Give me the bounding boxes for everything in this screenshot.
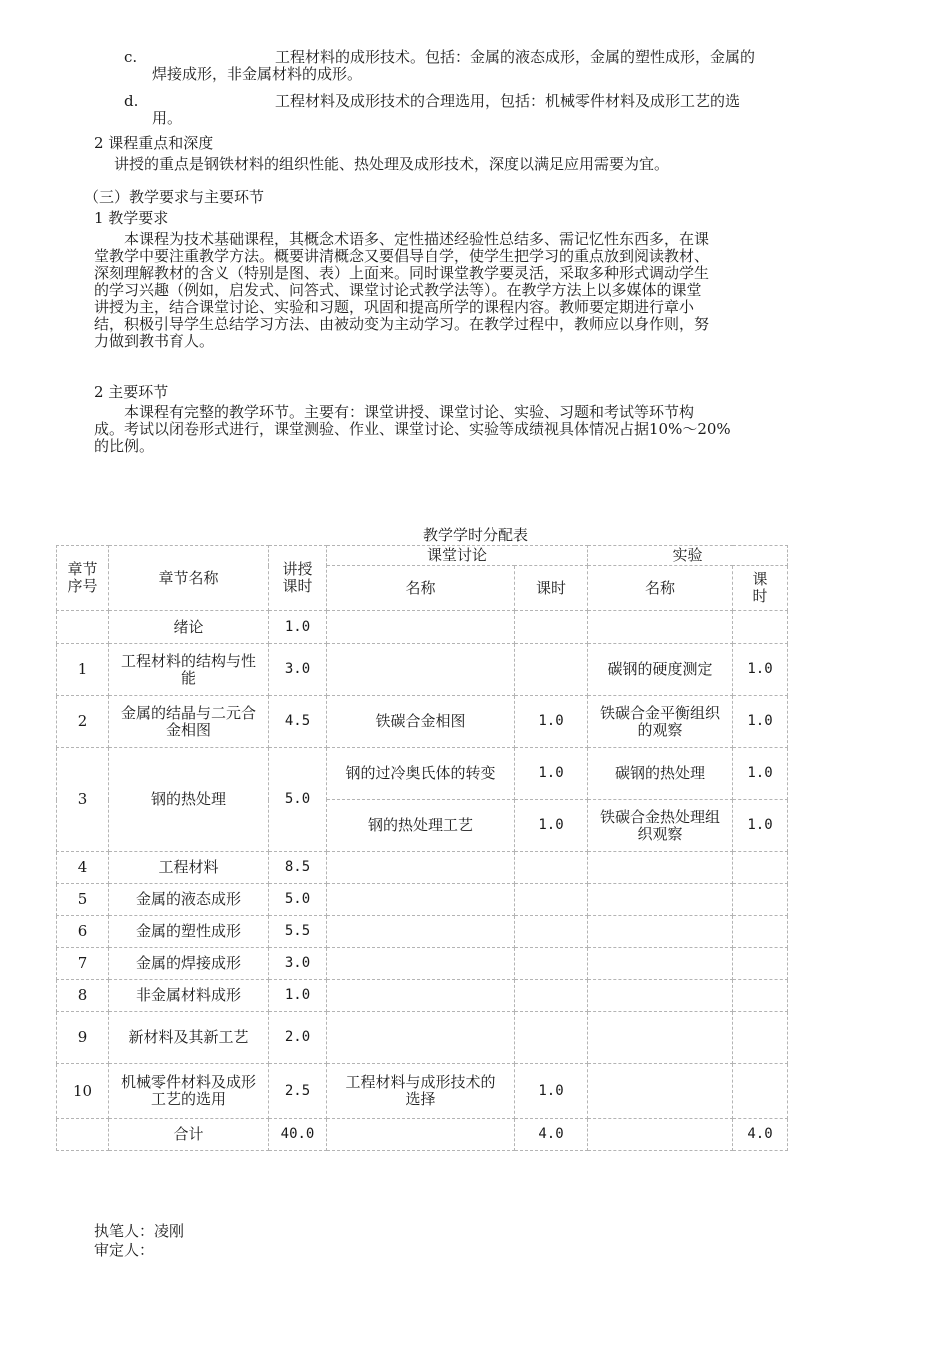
cell-chapter-name: 新材料及其新工艺: [109, 1012, 269, 1064]
table-title: 教学学时分配表: [422, 526, 528, 544]
item-c-label: c.: [124, 48, 138, 66]
cell-chapter-name: 金属的焊接成形: [109, 948, 269, 980]
item-c-text-line2: 焊接成形，非金属材料的成形。: [152, 65, 363, 83]
cell-experiment-name: [588, 948, 733, 980]
cell-chapter-no: [57, 1119, 109, 1151]
cell-experiment-name: [588, 884, 733, 916]
focus-heading: 2 课程重点和深度: [94, 134, 214, 152]
cell-experiment-hours: 1.0: [733, 800, 788, 852]
cell-chapter-no: [57, 611, 109, 644]
cell-experiment-hours: [733, 980, 788, 1012]
cell-discussion-hours: 1.0: [515, 696, 588, 748]
cell-lecture-hours: 4.5: [269, 696, 327, 748]
table-row: [57, 948, 788, 980]
cell-discussion-hours: 1.0: [515, 800, 588, 852]
cell-discussion-name: 钢的过冷奥氏体的转变: [327, 748, 515, 800]
header-experiment-name: 名称: [588, 566, 733, 611]
cell-discussion-hours: [515, 852, 588, 884]
table-row: [57, 696, 788, 748]
cell-total-label: 合计: [109, 1119, 269, 1151]
cell-experiment-hours: [733, 852, 788, 884]
cell-chapter-name: 工程材料: [109, 852, 269, 884]
cell-chapter-name: 钢的热处理: [109, 748, 269, 852]
cell-experiment-hours: [733, 1064, 788, 1119]
cell-lecture-hours: 8.5: [269, 852, 327, 884]
cell-lecture-hours: 3.0: [269, 644, 327, 696]
cell-lecture-hours: 1.0: [269, 611, 327, 644]
table-row: [57, 916, 788, 948]
cell-lecture-hours: 5.0: [269, 748, 327, 852]
cell-discussion-name: [327, 644, 515, 696]
req-line: 堂教学中要注重教学方法。概要讲清概念又要倡导自学，使学生把学习的重点放到阅读教材、: [94, 247, 710, 265]
req-line: 的学习兴趣（例如，启发式、问答式、课堂讨论式教学法等）。在教学方法上以多媒体的课堂: [94, 281, 702, 299]
cell-lecture-hours: 5.0: [269, 884, 327, 916]
cell-chapter-name: 机械零件材料及成形工艺的选用: [109, 1064, 269, 1119]
cell-chapter-no: 6: [57, 916, 109, 948]
cell-experiment-name: [588, 916, 733, 948]
table-row: [57, 1064, 788, 1119]
cell-discussion-name: [327, 916, 515, 948]
cell-discussion-name: [327, 948, 515, 980]
cell-lecture-hours: 2.5: [269, 1064, 327, 1119]
cell-chapter-no: 8: [57, 980, 109, 1012]
signature-block: [94, 1222, 184, 1260]
cell-discussion-hours: 1.0: [515, 1064, 588, 1119]
cell-experiment-hours: 1.0: [733, 696, 788, 748]
cell-discussion-name: [327, 611, 515, 644]
cell-discussion-hours: [515, 916, 588, 948]
cell-chapter-name: 工程材料的结构与性能: [109, 644, 269, 696]
cell-experiment-hours: [733, 884, 788, 916]
cell-discussion-name: 工程材料与成形技术的选择: [327, 1064, 515, 1119]
cell-chapter-no: 2: [57, 696, 109, 748]
requirements-paragraph: [94, 231, 709, 350]
req-line: 结，积极引导学生总结学习方法、由被动变为主动学习。在教学过程中，教师应以身作则，努: [94, 315, 710, 333]
cell-discussion-name: [327, 884, 515, 916]
req-line: 本课程为技术基础课程，其概念术语多、定性描述经验性总结多、需记忆性东西多，在课: [124, 230, 710, 248]
cell-experiment-name: [588, 611, 733, 644]
req-line: 深刻理解教材的含义（特别是图、表）上面来。同时课堂教学要灵活，采取多种形式调动学生: [94, 264, 710, 282]
cell-discussion-hours: [515, 644, 588, 696]
cell-chapter-no: 1: [57, 644, 109, 696]
cell-experiment-name: [588, 1012, 733, 1064]
cell-chapter-name: 金属的塑性成形: [109, 916, 269, 948]
cell-chapter-name: 非金属材料成形: [109, 980, 269, 1012]
header-experiment-hours: 课时: [733, 566, 788, 611]
cell-discussion-hours: 1.0: [515, 748, 588, 800]
header-chapter-no: 章节序号: [57, 546, 109, 611]
item-d-text-line1: 工程材料及成形技术的合理选用，包括：机械零件材料及成形工艺的选: [275, 92, 741, 110]
main-links-paragraph: [94, 404, 731, 455]
cell-total-experiment-hours: 4.0: [733, 1119, 788, 1151]
cell-experiment-name: 铁碳合金平衡组织的观察: [588, 696, 733, 748]
cell-experiment-name: 碳钢的热处理: [588, 748, 733, 800]
table-row: [57, 884, 788, 916]
cell-discussion-hours: [515, 980, 588, 1012]
header-discussion-name: 名称: [327, 566, 515, 611]
links-line: 的比例。: [94, 437, 155, 455]
cell-total-lecture-hours: 40.0: [269, 1119, 327, 1151]
cell-discussion-name: 钢的热处理工艺: [327, 800, 515, 852]
cell-discussion-name: [327, 1012, 515, 1064]
table-header-row: [57, 546, 788, 566]
cell-discussion-name: [327, 852, 515, 884]
cell-experiment-hours: [733, 611, 788, 644]
header-experiment: 实验: [588, 546, 788, 566]
item-d-label: d.: [124, 92, 139, 110]
cell-experiment-hours: [733, 916, 788, 948]
cell-discussion-name: 铁碳合金相图: [327, 696, 515, 748]
cell-chapter-name: 金属的液态成形: [109, 884, 269, 916]
reviewer-line: 审定人：: [94, 1241, 155, 1259]
req-line: 力做到教书育人。: [94, 332, 215, 350]
main-links-heading: 2 主要环节: [94, 383, 169, 401]
cell-experiment-name: [588, 1064, 733, 1119]
cell-lecture-hours: 3.0: [269, 948, 327, 980]
table-row: [57, 1012, 788, 1064]
table-row: [57, 748, 788, 800]
links-line: 本课程有完整的教学环节。主要有：课堂讲授、课堂讨论、实验、习题和考试等环节构: [124, 403, 695, 421]
cell-experiment-name: 碳钢的硬度测定: [588, 644, 733, 696]
header-discussion: 课堂讨论: [327, 546, 588, 566]
cell-experiment-hours: [733, 948, 788, 980]
part3-heading: （三）教学要求与主要环节: [84, 188, 265, 206]
req-line: 讲授为主，结合课堂讨论、实验和习题，巩固和提高所学的课程内容。教师要定期进行章小: [94, 298, 695, 316]
cell-discussion-hours: [515, 1012, 588, 1064]
cell-discussion-name: [327, 1119, 515, 1151]
cell-chapter-no: 4: [57, 852, 109, 884]
requirements-heading: 1 教学要求: [94, 209, 169, 227]
cell-experiment-name: [588, 1119, 733, 1151]
header-discussion-hours: 课时: [515, 566, 588, 611]
cell-chapter-name: 绪论: [109, 611, 269, 644]
item-d-text-line2: 用。: [152, 109, 183, 127]
cell-experiment-name: 铁碳合金热处理组织观察: [588, 800, 733, 852]
cell-lecture-hours: 2.0: [269, 1012, 327, 1064]
item-c-text-line1: 工程材料的成形技术。包括：金属的液态成形，金属的塑性成形，金属的: [275, 48, 756, 66]
table-row: [57, 611, 788, 644]
cell-lecture-hours: 1.0: [269, 980, 327, 1012]
cell-experiment-hours: [733, 1012, 788, 1064]
cell-experiment-hours: 1.0: [733, 644, 788, 696]
cell-discussion-name: [327, 980, 515, 1012]
cell-experiment-name: [588, 980, 733, 1012]
cell-chapter-name: 金属的结晶与二元合金相图: [109, 696, 269, 748]
cell-discussion-hours: [515, 611, 588, 644]
cell-chapter-no: 7: [57, 948, 109, 980]
table-row: [57, 980, 788, 1012]
table-total-row: [57, 1119, 788, 1151]
cell-chapter-no: 3: [57, 748, 109, 852]
cell-experiment-hours: 1.0: [733, 748, 788, 800]
cell-chapter-no: 10: [57, 1064, 109, 1119]
table-row: [57, 852, 788, 884]
author-line: 执笔人：凌刚: [94, 1222, 185, 1240]
cell-discussion-hours: [515, 948, 588, 980]
cell-chapter-no: 9: [57, 1012, 109, 1064]
cell-total-discussion-hours: 4.0: [515, 1119, 588, 1151]
header-lecture-hours: 讲授课时: [269, 546, 327, 611]
hours-allocation-table: [56, 545, 788, 1151]
header-chapter-name: 章节名称: [109, 546, 269, 611]
cell-discussion-hours: [515, 884, 588, 916]
focus-text: 讲授的重点是钢铁材料的组织性能、热处理及成形技术，深度以满足应用需要为宜。: [114, 155, 670, 173]
table-row: [57, 644, 788, 696]
cell-lecture-hours: 5.5: [269, 916, 327, 948]
links-line: 成。考试以闭卷形式进行，课堂测验、作业、课堂讨论、实验等成绩视具体情况占据10%～20%: [94, 420, 731, 438]
cell-experiment-name: [588, 852, 733, 884]
cell-chapter-no: 5: [57, 884, 109, 916]
